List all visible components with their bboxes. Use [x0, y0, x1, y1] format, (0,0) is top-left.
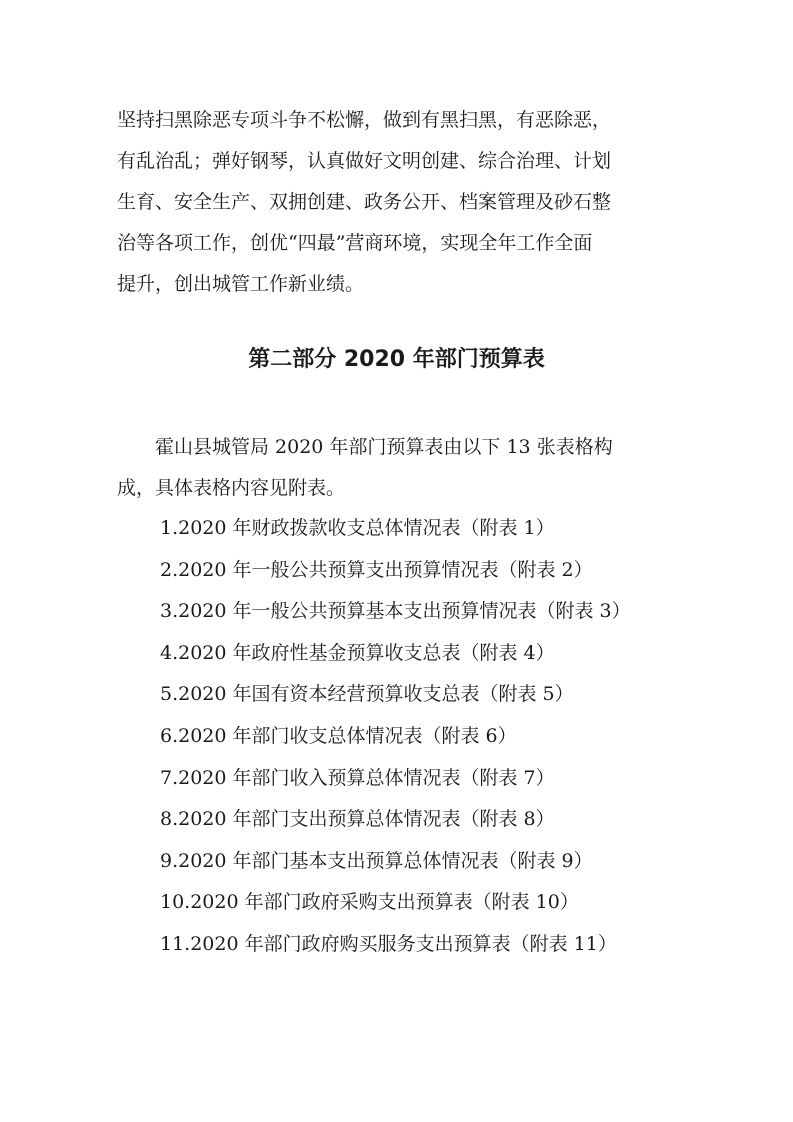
list-item: 5.2020 年国有资本经营预算收支总表（附表 5） — [160, 683, 574, 706]
list-item: 4.2020 年政府性基金预算收支总表（附表 4） — [160, 641, 555, 664]
description-line: 成，具体表格内容见附表。 — [117, 477, 346, 499]
list-item: 1.2020 年财政拨款收支总体情况表（附表 1） — [160, 517, 555, 539]
list-item: 7.2020 年部门收入预算总体情况表（附表 7） — [160, 766, 555, 789]
description-line: 霍山县城管局 2020 年部门预算表由以下 13 张表格构 — [155, 436, 613, 458]
intro-line: 治等各项工作，创优“四最”营商环境，实现全年工作全面 — [117, 232, 593, 254]
list-item: 6.2020 年部门收支总体情况表（附表 6） — [160, 724, 517, 747]
list-item: 9.2020 年部门基本支出预算总体情况表（附表 9） — [160, 849, 593, 872]
list-item: 3.2020 年一般公共预算基本支出预算情况表（附表 3） — [160, 600, 631, 623]
section-heading: 第二部分 2020 年部门预算表 — [248, 347, 545, 372]
list-item: 2.2020 年一般公共预算支出预算情况表（附表 2） — [160, 558, 593, 581]
table-list — [160, 508, 720, 966]
list-item: 8.2020 年部门支出预算总体情况表（附表 8） — [160, 808, 555, 831]
intro-line: 生育、安全生产、双拥创建、政务公开、档案管理及砂石整 — [117, 191, 612, 213]
intro-line: 提升，创出城管工作新业绩。 — [117, 273, 365, 295]
list-item: 10.2020 年部门政府采购支出预算表（附表 10） — [160, 891, 579, 914]
list-item: 11.2020 年部门政府购买服务支出预算表（附表 11） — [160, 932, 617, 955]
description-paragraph — [117, 427, 682, 509]
intro-paragraph — [117, 100, 682, 305]
intro-line: 有乱治乱；弹好钢琴，认真做好文明创建、综合治理、计划 — [117, 150, 612, 172]
intro-line: 坚持扫黑除恶专项斗争不松懈，做到有黑扫黑，有恶除恶， — [117, 109, 612, 131]
